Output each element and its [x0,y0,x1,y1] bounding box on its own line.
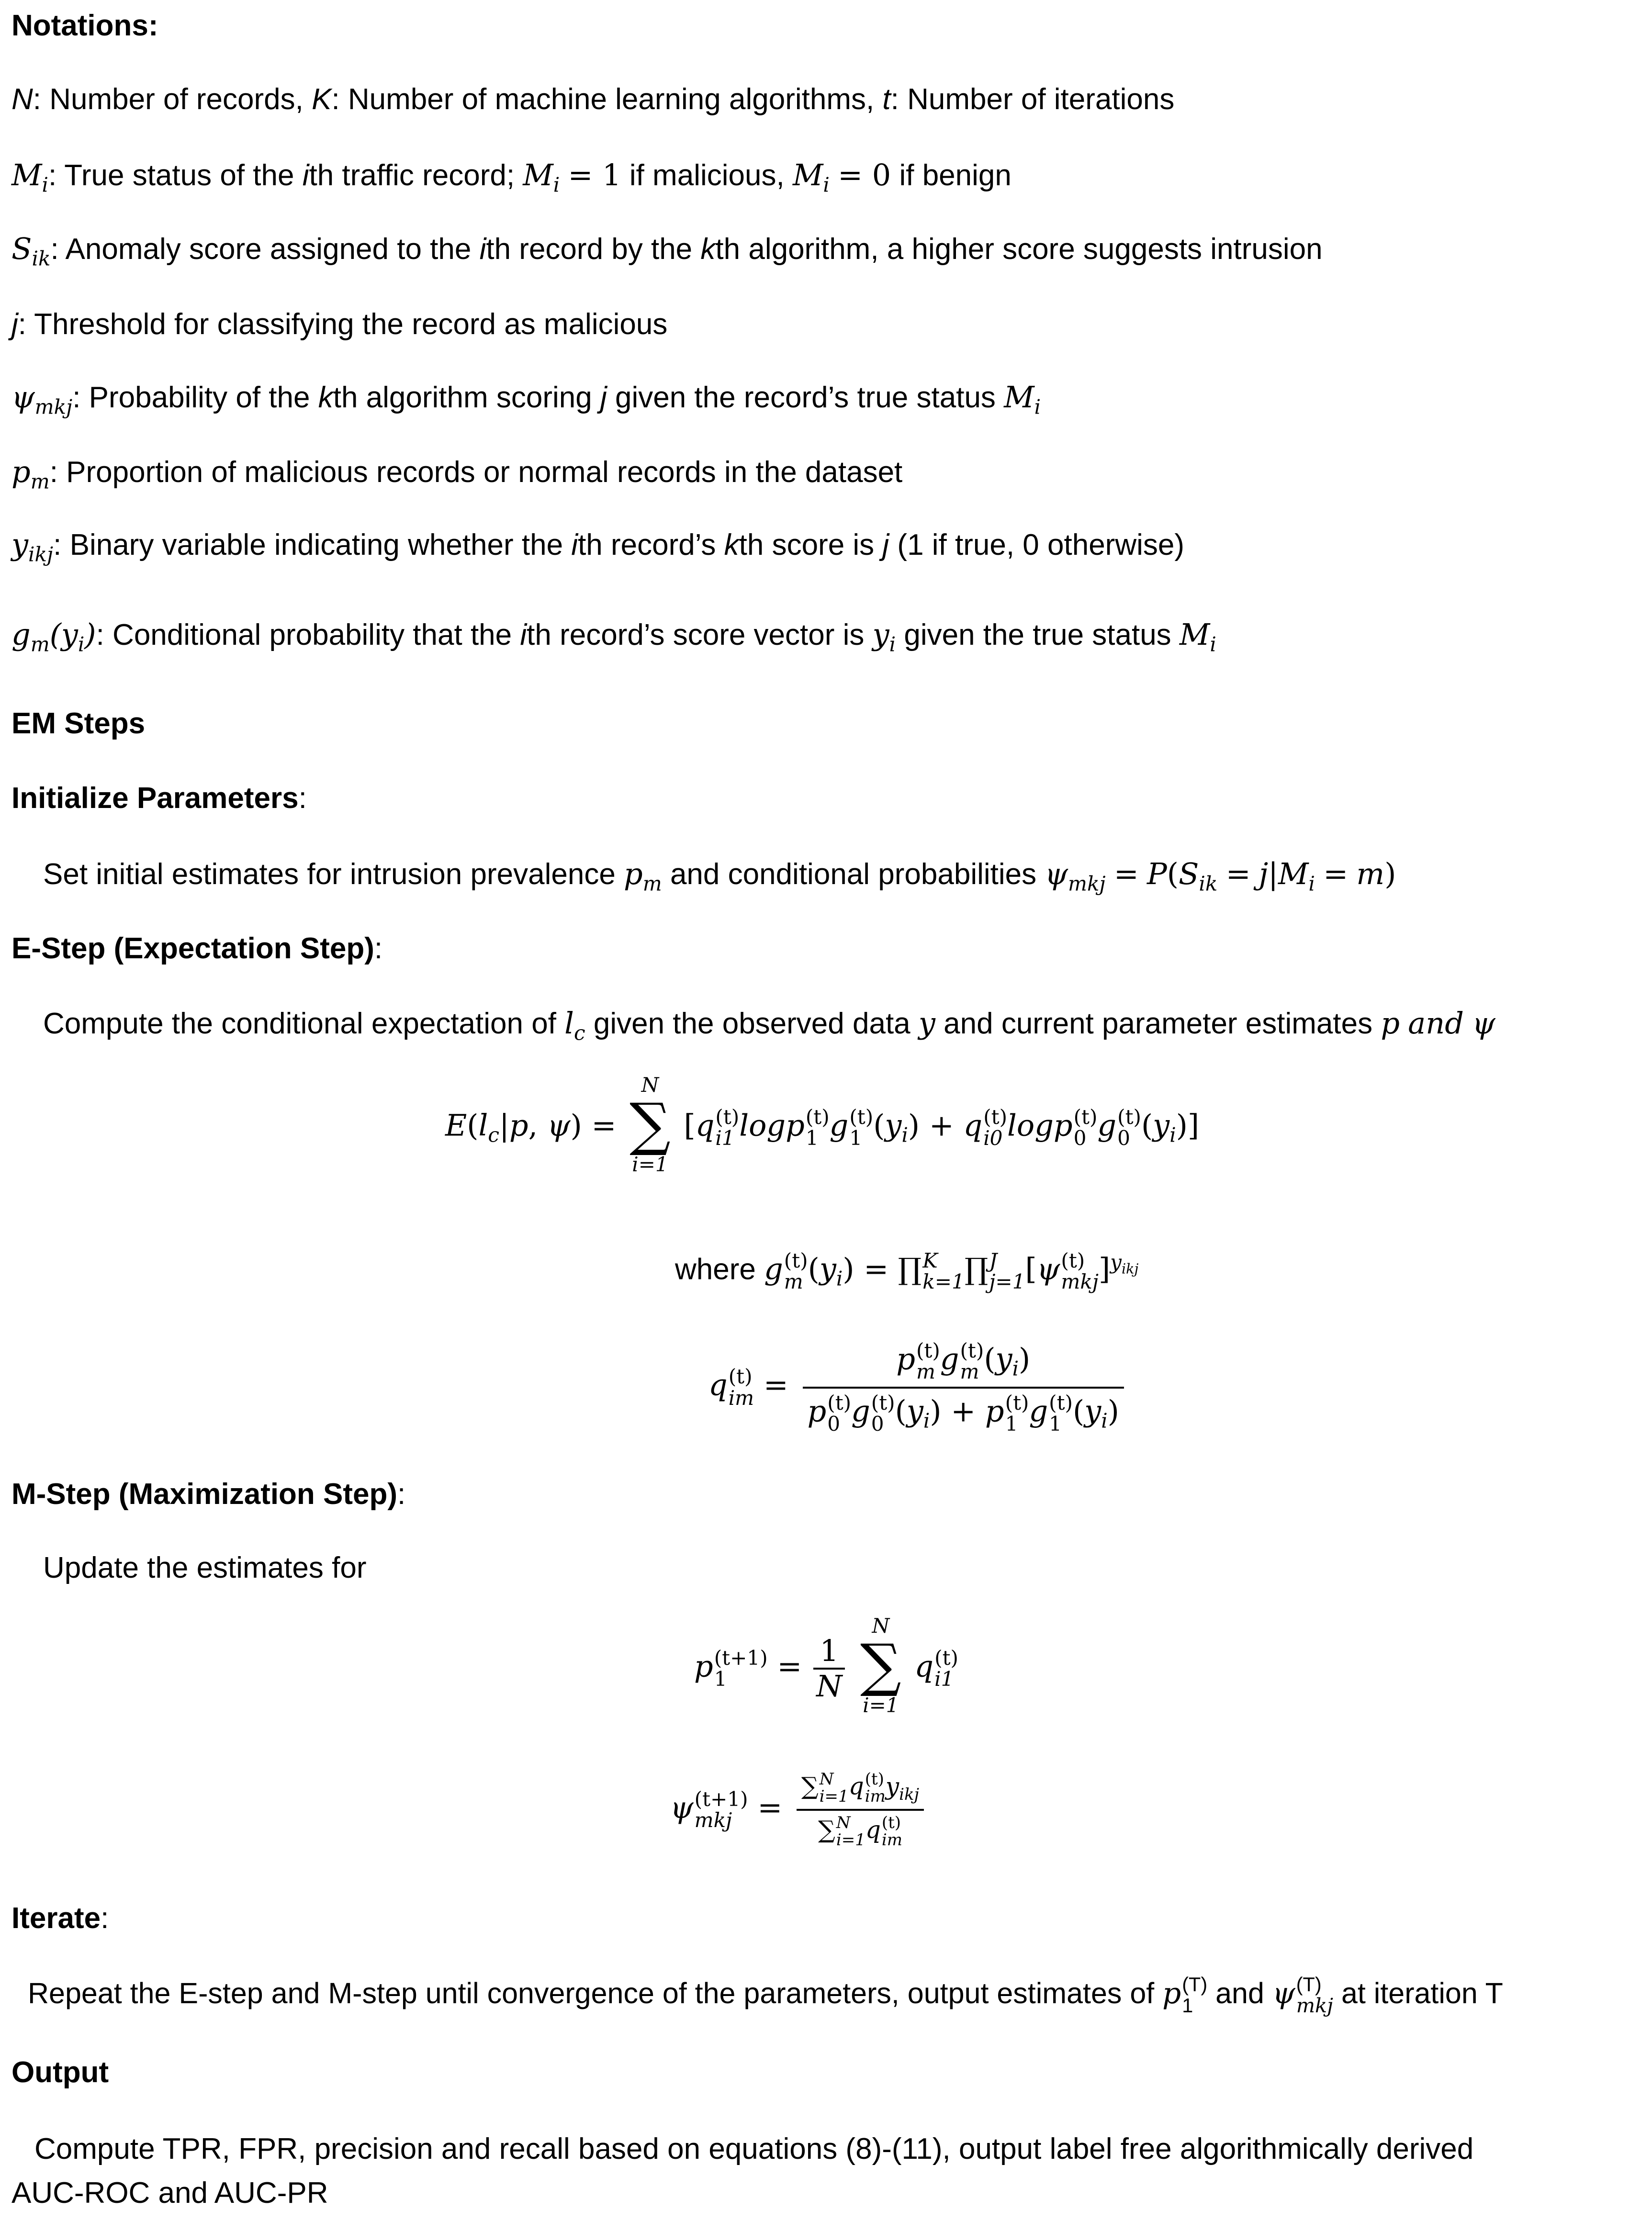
em-steps-heading: EM Steps [11,707,146,740]
notation-n-k-t: N: Number of records, K: Number of machine learning algorithms, t: Number of iterations [11,83,1175,116]
notation-psi: $\psi_{mkj}$: Probability of the kth algorithm scoring j given the record’s true status $M_i$ [11,380,1041,419]
notation-gm: $g_m(y_i)$: Conditional probability that the ith record’s score vector is $y_i$ given the true status $M_i$ [11,617,1216,656]
output-text-line2: AUC-ROC and AUC-PR [11,2176,328,2210]
psi-update-equation: ψ (t+1) mkj = ∑ N i=1 q (t) im $y_{ikj}$ ∑ N i=1 q (t) im [670,1771,929,1849]
notation-j: j: Threshold for classifying the record as malicious [11,308,668,341]
expectation-equation: $E(l_c|p$, ψ) = N ∑ i=1 [q (t) i1 logp (t) 1 g (t) 1 $(y_i) + q$ (t) i0 logp (t) 0 g (t) 0 $(y_i)$] [445,1073,1200,1177]
notation-sik: $S_{ik}$: Anomaly score assigned to the ith record by the kth algorithm, a higher score suggests intrusion [11,231,1323,270]
mstep-text: Update the estimates for [43,1551,367,1584]
output-heading: Output [11,2056,109,2089]
where-g-equation: where g (t) m $(y_i)$ = ∏ K k=1 ∏ J j=1 [ψ (t) mkj ]$^{y_{ikj}}$ [675,1249,1139,1294]
notations-heading: Notations: [11,9,158,42]
notation-yikj: $y_{ikj}$: Binary variable indicating whether the ith record’s kth score is j (1 if true, 0 otherwise) [11,527,1184,566]
estep-heading: E-Step (Expectation Step): [11,932,383,965]
iterate-heading: Iterate: [11,1902,109,1935]
estep-text: Compute the conditional expectation of $l_c$ given the observed data y and current parameter estimates p and ψ [43,1006,1495,1045]
init-heading: Initialize Parameters: [11,782,307,815]
iterate-text: Repeat the E-step and M-step until convergence of the parameters, output estimates of p (T) 1 and ψ (T) mkj at iteration T [28,1973,1503,2017]
q-equation: q (t) im = p (t) m g (t) m $(y_i)$ p (t) 0 g (t) 0 $(y_i) + p$ (t) 1 g (t) 1 $(y_i)$ [708,1340,1129,1435]
notation-mi: $M_i$: True status of the ith traffic record; $M_i = 1$ if malicious, $M_i = 0$ if benign [11,157,1011,197]
mstep-heading: M-Step (Maximization Step): [11,1478,406,1511]
init-text: Set initial estimates for intrusion prevalence $p_m$ and conditional probabilities $\psi_{mkj} = P(S_{ik} = j|M_i = m)$ [43,856,1396,896]
p-update-equation: p (t+1) 1 = $\frac{1}{N}$ N ∑ i=1 q (t) i1 [694,1614,958,1717]
output-text-line1: Compute TPR, FPR, precision and recall based on equations (8)-(11), output label free algorithmically derived [34,2132,1474,2165]
notation-pm: $p_m$: Proportion of malicious records or normal records in the dataset [11,454,903,494]
